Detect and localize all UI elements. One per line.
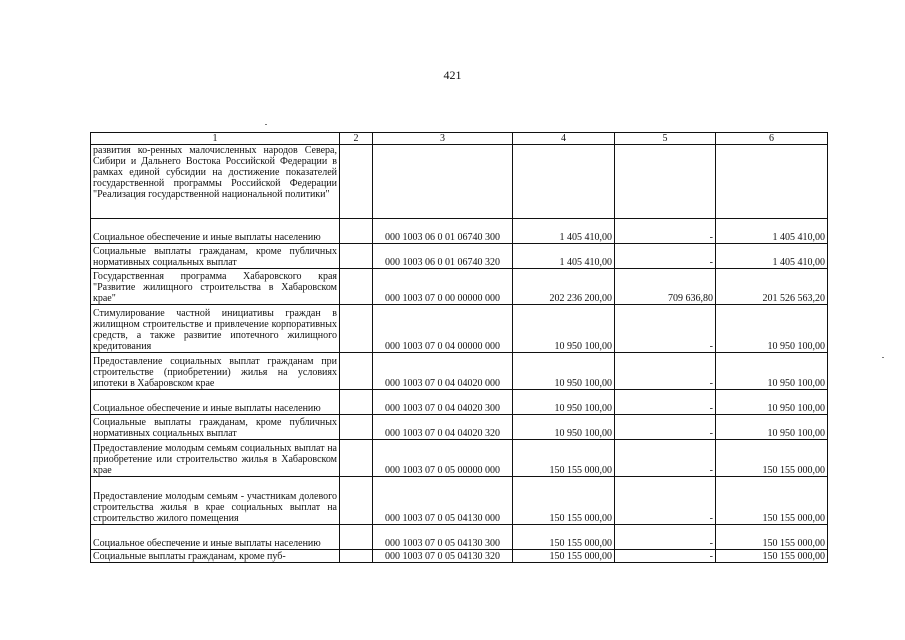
row-value-4: 10 950 100,00 bbox=[513, 390, 615, 415]
row-name: Социальное обеспечение и иные выплаты населению bbox=[91, 219, 340, 244]
row-value-5: - bbox=[615, 415, 716, 440]
table-row bbox=[91, 525, 828, 550]
row-code: 000 1003 06 0 01 06740 320 bbox=[373, 244, 513, 269]
row-value-6: 10 950 100,00 bbox=[716, 353, 828, 390]
row-name: Социальные выплаты гражданам, кроме пуб- bbox=[91, 550, 340, 563]
row-col2 bbox=[340, 415, 373, 440]
row-value-4: 10 950 100,00 bbox=[513, 415, 615, 440]
row-value-5: - bbox=[615, 550, 716, 563]
row-code: 000 1003 07 0 04 04020 320 bbox=[373, 415, 513, 440]
row-value-5: - bbox=[615, 219, 716, 244]
row-code bbox=[373, 145, 513, 219]
budget-table bbox=[90, 132, 828, 563]
row-col2 bbox=[340, 353, 373, 390]
row-value-5 bbox=[615, 145, 716, 219]
row-name: Предоставление молодым семьям социальных выплат на приобретение или строительство жилья в Хабаровском крае bbox=[91, 440, 340, 477]
row-col2 bbox=[340, 390, 373, 415]
row-value-5: - bbox=[615, 525, 716, 550]
column-header: 4 bbox=[513, 133, 615, 145]
row-value-4: 202 236 200,00 bbox=[513, 269, 615, 305]
row-value-4: 10 950 100,00 bbox=[513, 353, 615, 390]
row-value-5: - bbox=[615, 305, 716, 353]
row-value-6: 10 950 100,00 bbox=[716, 415, 828, 440]
row-code: 000 1003 07 0 04 00000 000 bbox=[373, 305, 513, 353]
table-row bbox=[91, 145, 828, 219]
column-header: 5 bbox=[615, 133, 716, 145]
row-code: 000 1003 07 0 05 04130 300 bbox=[373, 525, 513, 550]
row-col2 bbox=[340, 269, 373, 305]
row-col2 bbox=[340, 219, 373, 244]
table-header-row bbox=[91, 133, 828, 145]
row-name: Стимулирование частной инициативы граждан в жилищном строительстве и привлечение корпоративных средств, а также развитие ипотечного жилищного кредитования bbox=[91, 305, 340, 353]
table-body bbox=[91, 145, 828, 563]
row-value-4: 150 155 000,00 bbox=[513, 477, 615, 525]
row-name: Предоставление молодым семьям - участникам долевого строительства жилья в крае социальных выплат на строительство жилого помещения bbox=[91, 477, 340, 525]
row-name: Социальное обеспечение и иные выплаты населению bbox=[91, 525, 340, 550]
row-value-5: - bbox=[615, 244, 716, 269]
table-row bbox=[91, 390, 828, 415]
row-value-6: 1 405 410,00 bbox=[716, 219, 828, 244]
row-col2 bbox=[340, 525, 373, 550]
row-code: 000 1003 06 0 01 06740 300 bbox=[373, 219, 513, 244]
row-col2 bbox=[340, 305, 373, 353]
row-value-6: 150 155 000,00 bbox=[716, 440, 828, 477]
row-value-6: 150 155 000,00 bbox=[716, 550, 828, 563]
row-code: 000 1003 07 0 04 04020 000 bbox=[373, 353, 513, 390]
row-value-4: 10 950 100,00 bbox=[513, 305, 615, 353]
row-value-4: 1 405 410,00 bbox=[513, 219, 615, 244]
table-row bbox=[91, 415, 828, 440]
row-col2 bbox=[340, 440, 373, 477]
row-name: Социальное обеспечение и иные выплаты населению bbox=[91, 390, 340, 415]
row-value-4: 150 155 000,00 bbox=[513, 525, 615, 550]
column-header: 3 bbox=[373, 133, 513, 145]
row-col2 bbox=[340, 244, 373, 269]
row-code: 000 1003 07 0 05 00000 000 bbox=[373, 440, 513, 477]
row-value-6: 201 526 563,20 bbox=[716, 269, 828, 305]
row-name: Социальные выплаты гражданам, кроме публичных нормативных социальных выплат bbox=[91, 415, 340, 440]
row-code: 000 1003 07 0 05 04130 000 bbox=[373, 477, 513, 525]
row-name: Социальные выплаты гражданам, кроме публичных нормативных социальных выплат bbox=[91, 244, 340, 269]
row-value-4: 150 155 000,00 bbox=[513, 550, 615, 563]
row-name: Государственная программа Хабаровского края "Развитие жилищного строительства в Хабаровском крае" bbox=[91, 269, 340, 305]
row-code: 000 1003 07 0 04 04020 300 bbox=[373, 390, 513, 415]
row-value-6: 10 950 100,00 bbox=[716, 390, 828, 415]
row-value-5: - bbox=[615, 390, 716, 415]
table-row bbox=[91, 305, 828, 353]
table-row bbox=[91, 244, 828, 269]
row-name: развития ко-ренных малочисленных народов Севера, Сибири и Дальнего Востока Российской Федерации в рамках единой субсидии на достижение показателей государственной программы Российской Федерации "Реализация государственной национальной политики" bbox=[91, 145, 340, 219]
table-row bbox=[91, 440, 828, 477]
column-header: 6 bbox=[716, 133, 828, 145]
row-value-4: 150 155 000,00 bbox=[513, 440, 615, 477]
row-value-5: 709 636,80 bbox=[615, 269, 716, 305]
row-value-5: - bbox=[615, 477, 716, 525]
row-col2 bbox=[340, 477, 373, 525]
page-number: 421 bbox=[443, 68, 462, 82]
row-value-5: - bbox=[615, 353, 716, 390]
row-col2 bbox=[340, 550, 373, 563]
column-header: 1 bbox=[91, 133, 340, 145]
row-value-6 bbox=[716, 145, 828, 219]
row-col2 bbox=[340, 145, 373, 219]
row-name: Предоставление социальных выплат гражданам при строительстве (приобретении) жилья на условиях ипотеки в Хабаровском крае bbox=[91, 353, 340, 390]
row-value-6: 150 155 000,00 bbox=[716, 477, 828, 525]
table-row bbox=[91, 477, 828, 525]
row-code: 000 1003 07 0 00 00000 000 bbox=[373, 269, 513, 305]
table-row bbox=[91, 269, 828, 305]
row-value-6: 10 950 100,00 bbox=[716, 305, 828, 353]
row-value-4: 1 405 410,00 bbox=[513, 244, 615, 269]
table-row bbox=[91, 353, 828, 390]
table-row bbox=[91, 219, 828, 244]
column-header: 2 bbox=[340, 133, 373, 145]
row-value-5: - bbox=[615, 440, 716, 477]
row-value-6: 1 405 410,00 bbox=[716, 244, 828, 269]
row-value-6: 150 155 000,00 bbox=[716, 525, 828, 550]
scan-speck bbox=[265, 124, 267, 125]
row-code: 000 1003 07 0 05 04130 320 bbox=[373, 550, 513, 563]
scan-speck bbox=[882, 357, 884, 358]
table-row bbox=[91, 550, 828, 563]
row-value-4 bbox=[513, 145, 615, 219]
